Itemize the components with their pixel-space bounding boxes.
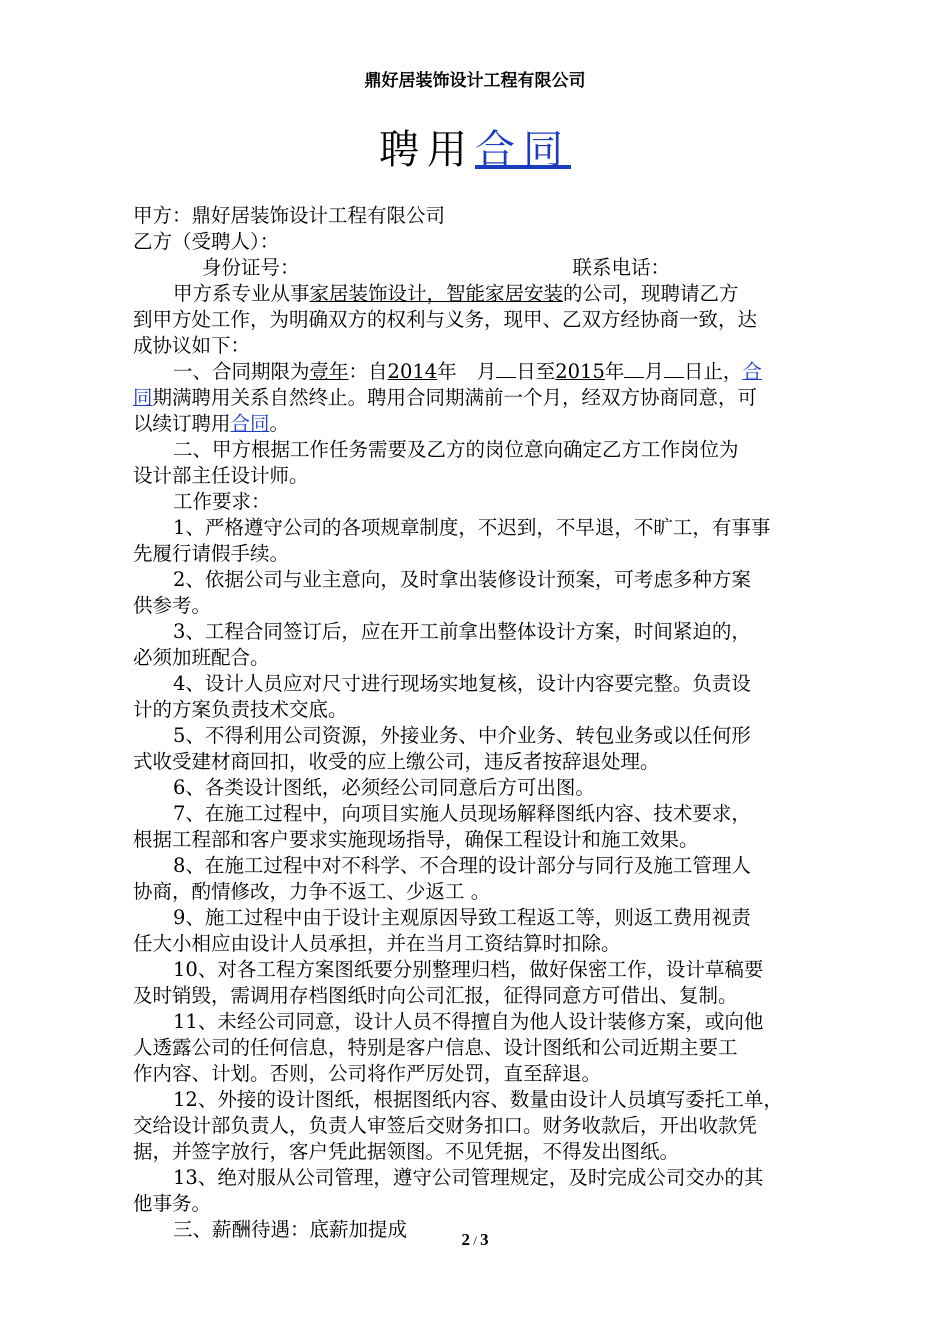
start-year: 2014 xyxy=(387,360,438,383)
list-item: 13、绝对服从公司管理，遵守公司管理规定，及时完成公司交办的其 xyxy=(173,1166,764,1189)
list-item-cont: 计的方案负责技术交底。 xyxy=(133,698,348,721)
clause1-line-3 xyxy=(133,411,823,437)
intro-text: 甲方系专业从事 xyxy=(173,282,310,305)
clause-text: 。 xyxy=(269,412,290,435)
list-item-cont: 交给设计部负责人，负责人审签后交财务扣口。财务收款后，开出收款凭 xyxy=(133,1114,758,1137)
list-item-cont: 及时销毁，需调用存档图纸时向公司汇报，征得同意方可借出、复制。 xyxy=(133,984,738,1007)
business-scope: 家居装饰设计，智能家居安装 xyxy=(309,282,564,305)
clause-text: 一、合同期限为 xyxy=(173,360,310,383)
intro-line-1 xyxy=(133,281,823,307)
clause-text: 期满聘用关系自然终止。聘用合同期满前一个月，经双方协商同意，可 xyxy=(152,386,758,409)
list-item-cont: 作内容、计划。否则，公司将作严厉处罚，直至辞退。 xyxy=(133,1062,602,1085)
id-label: 身份证号： xyxy=(202,256,300,279)
list-item: 11、未经公司同意，设计人员不得擅自为他人设计装修方案，或向他 xyxy=(173,1010,764,1033)
clause3: 三、薪酬待遇：底薪加提成 xyxy=(173,1218,408,1241)
list-item-cont: 协商，酌情修改，力争不返工、少返工 。 xyxy=(133,880,491,903)
title-link[interactable]: 合同 xyxy=(475,127,571,173)
list-item: 8、在施工过程中对不科学、不合理的设计部分与同行及施工管理人 xyxy=(173,854,751,877)
party-b: 乙方（受聘人）： xyxy=(133,230,280,253)
intro-line-2: 到甲方处工作，为明确双方的权利与义务，现甲、乙双方经协商一致，达 xyxy=(133,308,758,331)
page-total: 3 xyxy=(480,1230,489,1249)
requirements-list xyxy=(133,515,823,1217)
list-item: 2、依据公司与业主意向，及时拿出装修设计预案，可考虑多种方案 xyxy=(173,568,751,591)
party-a: 甲方：鼎好居装饰设计工程有限公司 xyxy=(133,204,446,227)
list-item-cont: 据，并签字放行，客户凭此据领图。不见凭据，不得发出图纸。 xyxy=(133,1140,680,1163)
clause1-line-1 xyxy=(133,359,823,385)
clause-text: 以续订聘用 xyxy=(133,412,231,435)
term-length: 壹年 xyxy=(309,360,349,383)
list-item: 7、在施工过程中，向项目实施人员现场解释图纸内容、技术要求， xyxy=(173,802,751,825)
list-item: 12、外接的设计图纸，根据图纸内容、数量由设计人员填写委托工单， xyxy=(173,1088,783,1111)
contract-body xyxy=(133,203,823,1243)
list-item-cont: 供参考。 xyxy=(133,594,212,617)
contract-link[interactable]: 合同 xyxy=(230,412,270,435)
list-item: 5、不得利用公司资源，外接业务、中介业务、转包业务或以任何形 xyxy=(173,724,751,747)
list-item-cont: 任大小相应由设计人员承担，并在当月工资结算时扣除。 xyxy=(133,932,621,955)
document-title xyxy=(0,118,950,175)
clause-text: 日止， xyxy=(683,360,743,383)
blank-field xyxy=(496,359,516,378)
list-item: 6、各类设计图纸，必须经公司同意后方可出图。 xyxy=(173,776,595,799)
clause2-line-2: 设计部主任设计师。 xyxy=(133,464,309,487)
list-item: 1、严格遵守公司的各项规章制度，不迟到，不早退，不旷工，有事事 xyxy=(173,516,771,539)
work-requirements-heading: 工作要求： xyxy=(173,490,271,513)
contract-link[interactable]: 合 xyxy=(742,360,762,383)
list-item: 9、施工过程中由于设计主观原因导致工程返工等，则返工费用视责 xyxy=(173,906,751,929)
clause-text: 月 xyxy=(644,360,664,383)
clause-text: 月 xyxy=(476,360,497,383)
list-item-cont: 必须加班配合。 xyxy=(133,646,270,669)
document-header: 鼎好居装饰设计工程有限公司 xyxy=(364,71,586,91)
list-item: 3、工程合同签订后，应在开工前拿出整体设计方案，时间紧迫的， xyxy=(173,620,751,643)
intro-text: 的公司，现聘请乙方 xyxy=(563,282,739,305)
page-current: 2 xyxy=(461,1230,470,1249)
page-number xyxy=(0,1230,950,1250)
list-item-cont: 先履行请假手续。 xyxy=(133,542,290,565)
contract-link[interactable]: 同 xyxy=(133,386,153,409)
blank-field xyxy=(664,359,684,378)
phone-label: 联系电话： xyxy=(572,256,671,279)
blank-field xyxy=(624,359,644,378)
clause2-line-1: 二、甲方根据工作任务需要及乙方的岗位意向确定乙方工作岗位为 xyxy=(173,438,739,461)
clause-text: 年 xyxy=(604,360,625,383)
list-item-cont: 根据工程部和客户要求实施现场指导，确保工程设计和施工效果。 xyxy=(133,828,699,851)
clause-text: 日至 xyxy=(516,360,556,383)
list-item-cont: 他事务。 xyxy=(133,1192,212,1215)
title-prefix: 聘用 xyxy=(379,127,475,173)
clause1-line-2 xyxy=(133,385,823,411)
list-item-cont: 人透露公司的任何信息，特别是客户信息、设计图纸和公司近期主要工 xyxy=(133,1036,738,1059)
clause-text: ：自 xyxy=(348,360,388,383)
list-item: 10、对各工程方案图纸要分别整理归档，做好保密工作，设计草稿要 xyxy=(173,958,764,981)
list-item-cont: 式收受建材商回扣，收受的应上缴公司，违反者按辞退处理。 xyxy=(133,750,660,773)
list-item: 4、设计人员应对尺寸进行现场实地复核，设计内容要完整。负责设 xyxy=(173,672,751,695)
intro-line-3: 成协议如下： xyxy=(133,334,251,357)
clause-text: 年 xyxy=(437,360,457,383)
end-year: 2015 xyxy=(555,360,605,383)
page-separator: / xyxy=(469,1233,481,1248)
id-phone-line xyxy=(133,255,823,281)
